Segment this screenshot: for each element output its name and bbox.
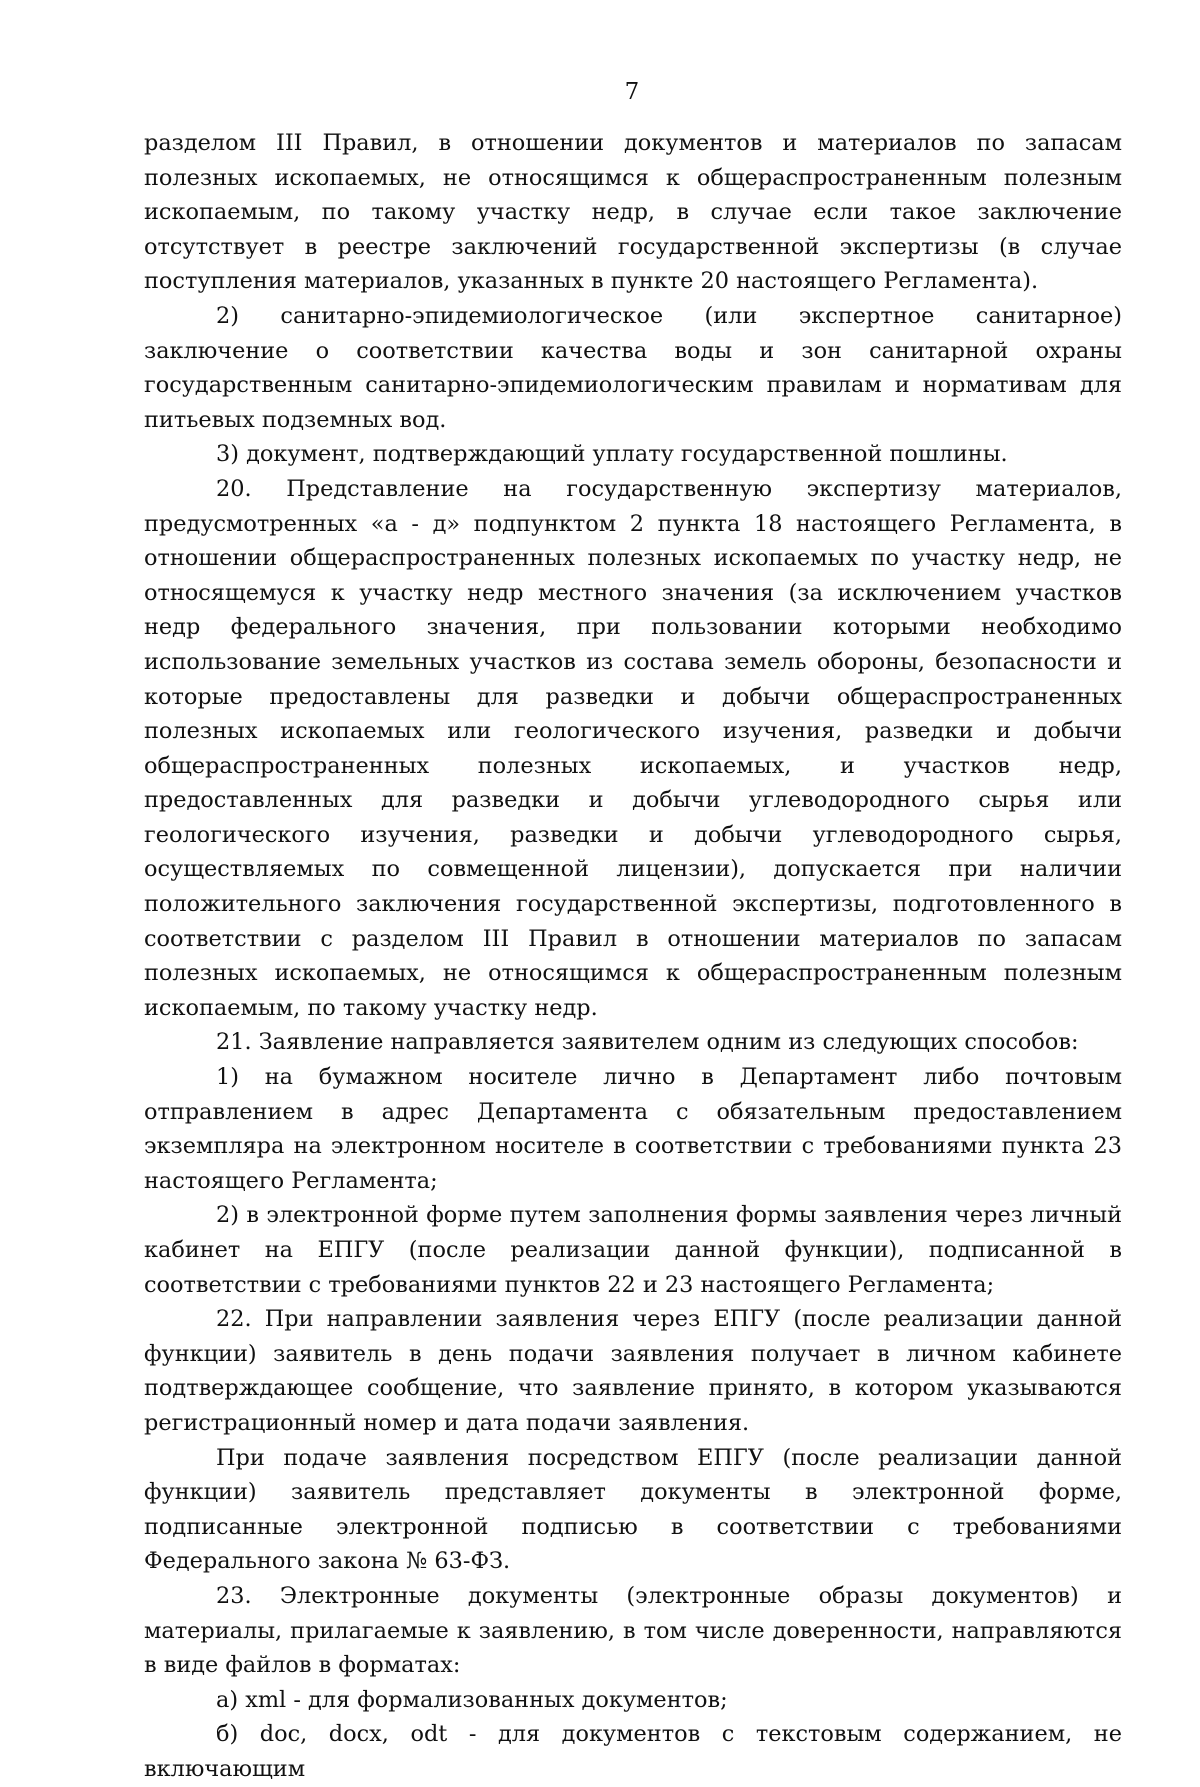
paragraph-section-21-item-2: 2) в электронной форме путем заполнения формы заявления через личный кабинет на ЕПГУ (после реализации данной функции), подписанной в соответствии с требованиями пунктов 22 и 23 настоящего Регламента; <box>144 1202 1122 1298</box>
paragraph-section-22-epgu: При подаче заявления посредством ЕПГУ (после реализации данной функции) заявитель представляет документы в электронной форме, подписанные электронной подписью в соответствии с требованиями Федерального закона № 63-ФЗ. <box>144 1444 1122 1575</box>
paragraph-format-doc: б) doc, docx, odt - для документов с текстовым содержанием, не включающим <box>144 1721 1122 1782</box>
paragraph-section-20: 20. Представление на государственную экспертизу материалов, предусмотренных «а - д» подпунктом 2 пункта 18 настоящего Регламента, в отношении общераспространенных полезных ископаемых по участку недр, не относящемуся к участку недр местного значения (за исключением участков недр федерального значения, при пользовании которыми необходимо использование земельных участков из состава земель обороны, безопасности и которые предоставлены для разведки и добычи общераспространенных полезных ископаемых или геологического изучения, разведки и добычи общераспространенных полезных ископаемых, и участков недр, предоставленных для разведки и добычи углеводородного сырья или геологического изучения, разведки и добычи углеводородного сырья, осуществляемых по совмещенной лицензии), допускается при наличии положительного заключения государственной экспертизы, подготовленного в соответствии с разделом III Правил в отношении материалов по запасам полезных ископаемых, не относящимся к общераспространенным полезным ископаемым, по такому участку недр. <box>144 475 1122 1021</box>
document-body <box>144 126 1122 1787</box>
paragraph-section-21-item-1: 1) на бумажном носителе лично в Департамент либо почтовым отправлением в адрес Департамента с обязательным предоставлением экземпляра на электронном носителе в соответствии с требованиями пункта 23 настоящего Регламента; <box>144 1064 1122 1194</box>
paragraph-item-3: 3) документ, подтверждающий уплату государственной пошлины. <box>216 441 1008 468</box>
paragraph-format-xml: а) xml - для формализованных документов; <box>216 1686 728 1713</box>
paragraph-section-22: 22. При направлении заявления через ЕПГУ (после реализации данной функции) заявитель в день подачи заявления получает в личном кабинете подтверждающее сообщение, что заявление принято, в котором указываются регистрационный номер и дата подачи заявления. <box>144 1306 1122 1436</box>
paragraph-section-23: 23. Электронные документы (электронные образы документов) и материалы, прилагаемые к заявлению, в том числе доверенности, направляются в виде файлов в форматах: <box>144 1582 1122 1679</box>
page-number: 7 <box>624 79 640 105</box>
paragraph-item-2: 2) санитарно-эпидемиологическое (или экспертное санитарное) заключение о соответствии качества воды и зон санитарной охраны государственным санитарно-эпидемиологическим правилам и нормативам для питьевых подземных вод. <box>144 302 1122 433</box>
paragraph-section-21: 21. Заявление направляется заявителем одним из следующих способов: <box>216 1029 1079 1056</box>
paragraph-continuation: разделом III Правил, в отношении документов и материалов по запасам полезных ископаемых, не относящимся к общераспространенным полезным ископаемым, по такому участку недр, в случае если такое заключение отсутствует в реестре заключений государственной экспертизы (в случае поступления материалов, указанных в пункте 20 настоящего Регламента). <box>144 130 1122 295</box>
